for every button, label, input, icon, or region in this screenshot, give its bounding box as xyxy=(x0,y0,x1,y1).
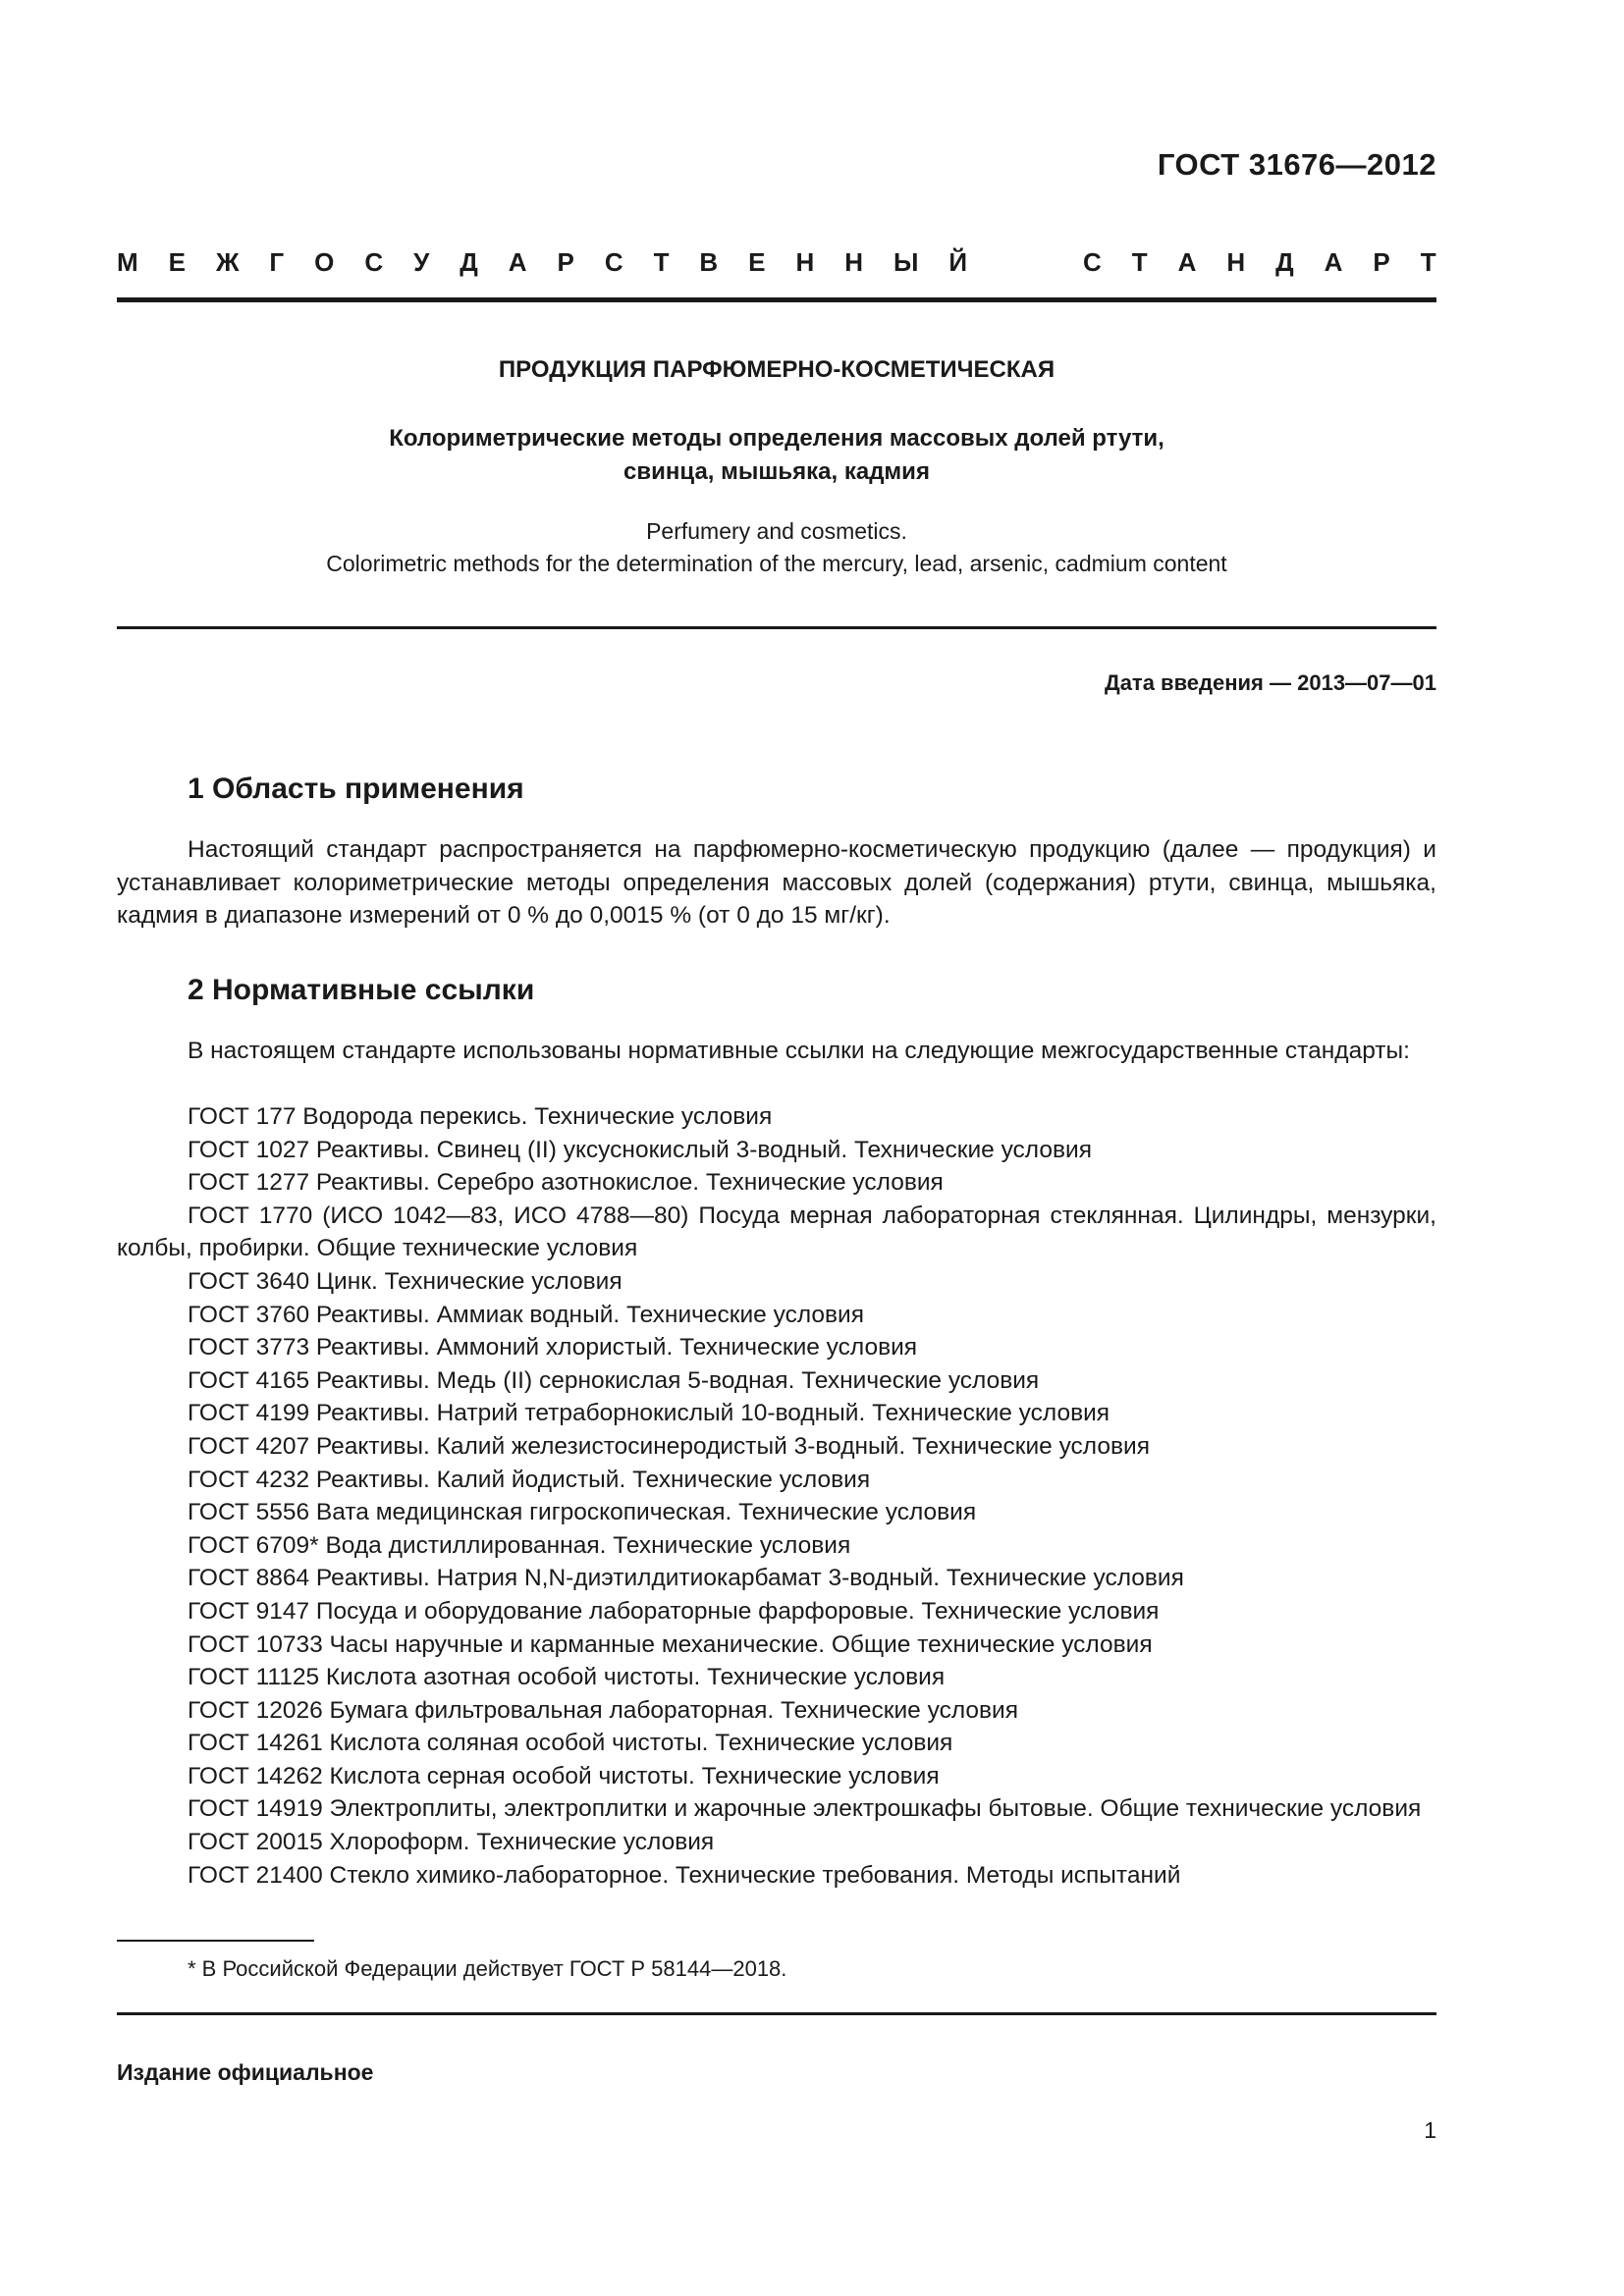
reference-item: ГОСТ 3640 Цинк. Технические условия xyxy=(188,1267,623,1295)
reference-item: ГОСТ 14919 Электроплиты, электроплитки и жарочные электрошкафы бытовые. Общие технические условия xyxy=(188,1795,1422,1823)
edition-label: Издание официальное xyxy=(117,2059,374,2085)
banner-letter: Ы xyxy=(893,247,919,277)
title-divider xyxy=(117,626,1436,629)
reference-item: ГОСТ 3760 Реактивы. Аммиак водный. Технические условия xyxy=(188,1301,865,1328)
reference-item: ГОСТ 1027 Реактивы. Свинец (II) уксуснокислый 3-водный. Технические условия xyxy=(188,1136,1092,1163)
reference-item: ГОСТ 6709* Вода дистиллированная. Технические условия xyxy=(188,1531,851,1559)
reference-item: ГОСТ 21400 Стекло химико-лабораторное. Технические требования. Методы испытаний xyxy=(188,1861,1181,1889)
reference-item: ГОСТ 14261 Кислота соляная особой чистоты. Технические условия xyxy=(188,1730,953,1757)
reference-item: ГОСТ 177 Водорода перекись. Технические условия xyxy=(188,1103,773,1130)
reference-item: ГОСТ 9147 Посуда и оборудование лабораторные фарфоровые. Технические условия xyxy=(188,1597,1160,1625)
banner-letter: Г xyxy=(269,247,285,277)
reference-item: ГОСТ 1277 Реактивы. Серебро азотнокислое. Технические условия xyxy=(188,1169,944,1197)
reference-item: ГОСТ 4207 Реактивы. Калий железистосинеродистый 3-водный. Технические условия xyxy=(188,1432,1150,1460)
banner-letter: Д xyxy=(460,247,478,277)
reference-item: ГОСТ 10733 Часы наручные и карманные механические. Общие технические условия xyxy=(188,1630,1153,1658)
gost-number: ГОСТ 31676—2012 xyxy=(1157,147,1436,182)
page-number: 1 xyxy=(1424,2117,1436,2143)
banner-letter: М xyxy=(117,247,138,277)
banner-letter: Р xyxy=(557,247,574,277)
banner-letter: Ж xyxy=(215,247,240,277)
banner-word-gap xyxy=(998,247,1053,278)
banner-letter: С xyxy=(604,247,623,277)
product-title: ПРОДУКЦИЯ ПАРФЮМЕРНО-КОСМЕТИЧЕСКАЯ xyxy=(498,356,1056,383)
reference-item: ГОСТ 5556 Вата медицинская гигроскопическая. Технические условия xyxy=(188,1499,977,1526)
subtitle-ru-line: Колориметрические методы определения массовых долей ртути, xyxy=(389,425,1164,452)
banner-letter: Р xyxy=(1373,247,1390,277)
subtitle-russian xyxy=(117,422,1436,489)
reference-item: ГОСТ 4199 Реактивы. Натрий тетраборнокислый 10-водный. Технические условия xyxy=(188,1400,1110,1427)
reference-item: ГОСТ 3773 Реактивы. Аммоний хлористый. Технические условия xyxy=(188,1334,918,1362)
footnote-separator xyxy=(117,1940,314,1942)
banner-letter: С xyxy=(1083,247,1102,277)
banner-letter: Н xyxy=(1226,247,1246,277)
subtitle-en-line: Colorimetric methods for the determination of the mercury, lead, arsenic, cadmium content xyxy=(326,551,1227,576)
footer-divider xyxy=(117,2012,1436,2015)
banner-letter: О xyxy=(314,247,335,277)
banner-letter: Д xyxy=(1275,247,1294,277)
banner-letter: Н xyxy=(844,247,864,277)
subtitle-english xyxy=(117,515,1436,580)
banner-letter: Т xyxy=(653,247,670,277)
reference-item: ГОСТ 11125 Кислота азотная особой чистоты. Технические условия xyxy=(188,1664,946,1691)
banner-letter: У xyxy=(413,247,430,277)
banner-letter: Т xyxy=(1131,247,1148,277)
document-page xyxy=(117,0,1436,2296)
banner-letter: В xyxy=(699,247,719,277)
reference-item: ГОСТ 4165 Реактивы. Медь (II) сернокислая 5-водная. Технические условия xyxy=(188,1366,1040,1394)
banner-letter: Н xyxy=(795,247,815,277)
banner-letter: С xyxy=(364,247,384,277)
reference-item: ГОСТ 1770 (ИСО 1042—83, ИСО 4788—80) Посуда мерная лабораторная стеклянная. Цилиндры, мензурки, колбы, пробирки. Общие технические условия xyxy=(117,1201,1436,1262)
banner-letter: А xyxy=(1177,247,1197,277)
introduction-date: Дата введения — 2013—07—01 xyxy=(1105,670,1436,695)
banner-letter: Т xyxy=(1420,247,1436,277)
reference-item: ГОСТ 8864 Реактивы. Натрия N,N-диэтилдитиокарбамат 3-водный. Технические условия xyxy=(188,1565,1184,1592)
banner-letter: А xyxy=(508,247,527,277)
reference-item: ГОСТ 20015 Хлороформ. Технические условия xyxy=(188,1829,715,1856)
banner-letter: Й xyxy=(948,247,968,277)
interstate-standard-banner xyxy=(117,247,1436,278)
reference-item: ГОСТ 4232 Реактивы. Калий йодистый. Технические условия xyxy=(188,1466,871,1493)
section-2-heading: 2 Нормативные ссылки xyxy=(188,974,535,1006)
header-divider xyxy=(117,297,1436,302)
footnote: * В Российской Федерации действует ГОСТ Р 58144—2018. xyxy=(188,1956,787,1981)
subtitle-ru-line: свинца, мышьяка, кадмия xyxy=(623,458,930,485)
section-2-intro: В настоящем стандарте использованы нормативные ссылки на следующие межгосударственные стандарты: xyxy=(188,1038,1410,1064)
banner-letter: А xyxy=(1324,247,1343,277)
banner-letter: Е xyxy=(748,247,766,277)
reference-item: ГОСТ 12026 Бумага фильтровальная лабораторная. Технические условия xyxy=(188,1696,1019,1724)
normative-references-list xyxy=(117,1100,1436,1892)
subtitle-en-line: Perfumery and cosmetics. xyxy=(646,518,907,544)
reference-item: ГОСТ 14262 Кислота серная особой чистоты. Технические условия xyxy=(188,1762,940,1789)
section-1-paragraph: Настоящий стандарт распространяется на парфюмерно-косметическую продукцию (далее — продукция) и устанавливает колориметрические методы определения массовых долей (содержания) ртути, свинца, мышьяка, кадмия в диапазоне измерений от 0 % до 0,0015 % (от 0 до 15 мг/кг). xyxy=(117,836,1436,930)
banner-letter: Е xyxy=(168,247,186,277)
section-1-heading: 1 Область применения xyxy=(188,773,524,805)
